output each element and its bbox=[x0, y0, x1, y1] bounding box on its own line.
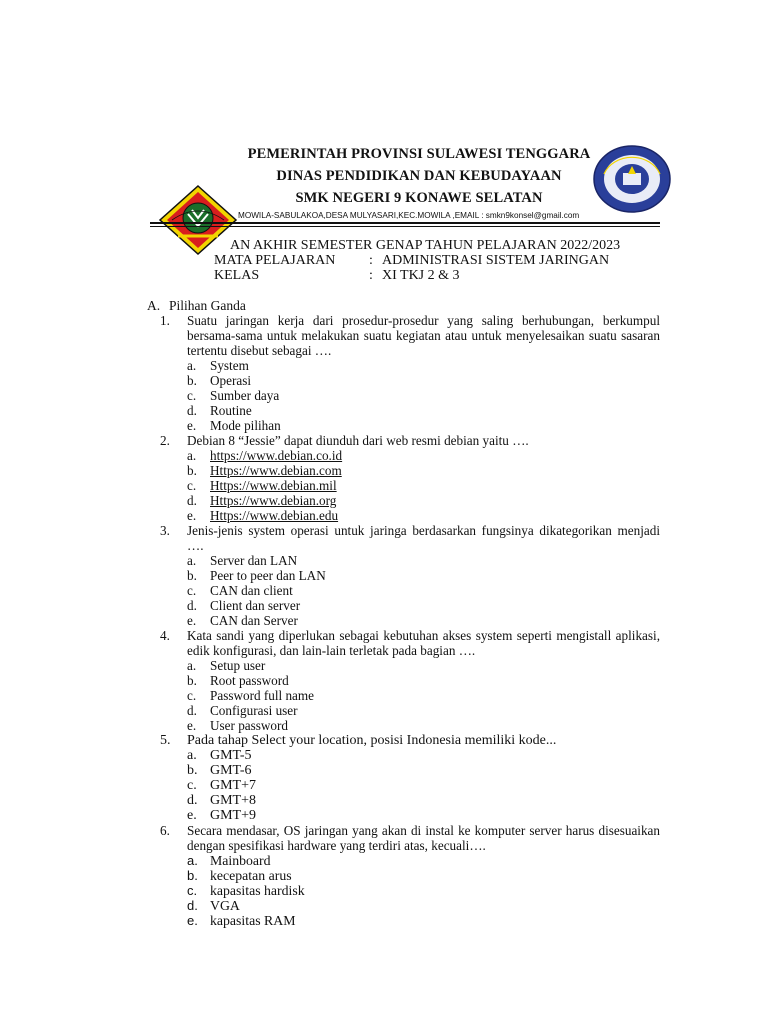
option-c bbox=[160, 778, 660, 793]
option-letter: e. bbox=[187, 913, 198, 928]
option-letter: c. bbox=[187, 583, 197, 598]
option-letter: b. bbox=[187, 373, 197, 388]
exam-title: AN AKHIR SEMESTER GENAP TAHUN PELAJARAN 2022/2023 bbox=[230, 238, 621, 253]
option-a bbox=[160, 448, 660, 463]
question-text: Kata sandi yang diperlukan sebagai kebutuhan akses system seperti mengistall aplikasi, edik konfigurasi, dan lain-lain terletak pada bagian …. bbox=[187, 628, 660, 658]
option-text: Password full name bbox=[210, 688, 315, 703]
option-letter: d. bbox=[187, 898, 198, 913]
header-government-line: PEMERINTAH PROVINSI SULAWESI TENGGARA bbox=[247, 146, 591, 162]
option-e bbox=[160, 508, 660, 523]
option-text: System bbox=[210, 358, 249, 373]
question-text: Secara mendasar, OS jaringan yang akan di instal ke komputer server harus disesuaikan dengan spesifikasi hardware yang terdiri atas, kecuali…. bbox=[187, 823, 660, 853]
option-letter: c. bbox=[187, 478, 197, 493]
question-text: Debian 8 “Jessie” dapat diunduh dari web resmi debian yaitu …. bbox=[187, 433, 529, 448]
option-letter: e. bbox=[187, 418, 197, 433]
option-d bbox=[160, 898, 660, 913]
question-number: 5. bbox=[160, 733, 171, 748]
question-3 bbox=[160, 523, 660, 628]
option-a bbox=[160, 853, 660, 868]
question-1 bbox=[160, 313, 660, 433]
option-e bbox=[160, 613, 660, 628]
option-e bbox=[160, 418, 660, 433]
option-letter: b. bbox=[187, 868, 198, 883]
question-number: 1. bbox=[160, 313, 170, 328]
question-number: 6. bbox=[160, 823, 170, 838]
option-letter: e. bbox=[187, 613, 197, 628]
option-text: User password bbox=[210, 718, 289, 733]
option-letter: b. bbox=[187, 568, 197, 583]
option-list bbox=[160, 448, 660, 523]
subject-value: ADMINISTRASI SISTEM JARINGAN bbox=[382, 253, 610, 268]
header-school-name: SMK NEGERI 9 KONAWE SELATAN bbox=[295, 190, 543, 206]
option-text: Routine bbox=[210, 403, 252, 418]
section-heading bbox=[147, 298, 246, 314]
question-text: Suatu jaringan kerja dari prosedur-prosedur yang saling berhubungan, berkumpul bersama-sama untuk melakukan suatu kegiatan atau untuk menyelesaikan suatu sasaran tertentu disebut sebagai …. bbox=[187, 313, 660, 358]
question-4 bbox=[160, 628, 660, 733]
option-letter: a. bbox=[187, 448, 197, 463]
option-b bbox=[160, 463, 660, 478]
option-letter: c. bbox=[187, 688, 197, 703]
option-text: Setup user bbox=[210, 658, 266, 673]
option-text: Server dan LAN bbox=[210, 553, 298, 568]
section-letter: A. bbox=[147, 298, 161, 313]
option-a bbox=[160, 748, 660, 763]
option-letter: b. bbox=[187, 673, 197, 688]
option-text: GMT-6 bbox=[210, 763, 252, 778]
option-letter: b. bbox=[187, 463, 197, 478]
option-e bbox=[160, 913, 660, 928]
option-c bbox=[160, 478, 660, 493]
option-list bbox=[160, 748, 660, 823]
option-letter: c. bbox=[187, 388, 197, 403]
option-letter: d. bbox=[187, 493, 197, 508]
option-text: Mainboard bbox=[210, 853, 271, 868]
option-link[interactable]: https://www.debian.co.id bbox=[210, 448, 343, 463]
question-5 bbox=[160, 733, 660, 823]
question-number: 3. bbox=[160, 523, 170, 538]
option-letter: a. bbox=[187, 748, 197, 763]
option-d bbox=[160, 403, 660, 418]
option-e bbox=[160, 808, 660, 823]
option-letter: e. bbox=[187, 718, 197, 733]
option-letter: d. bbox=[187, 793, 198, 808]
option-letter: d. bbox=[187, 403, 197, 418]
option-link[interactable]: Https://www.debian.edu bbox=[210, 508, 339, 523]
option-c bbox=[160, 688, 660, 703]
option-letter: a. bbox=[187, 658, 197, 673]
class-colon: : bbox=[369, 268, 373, 283]
option-e bbox=[160, 718, 660, 733]
option-a bbox=[160, 358, 660, 373]
option-c bbox=[160, 583, 660, 598]
option-text: GMT-5 bbox=[210, 748, 252, 763]
option-b bbox=[160, 763, 660, 778]
question-6 bbox=[160, 823, 660, 928]
section-title: Pilihan Ganda bbox=[169, 298, 246, 313]
option-text: CAN dan client bbox=[210, 583, 293, 598]
class-value: XI TKJ 2 & 3 bbox=[382, 268, 460, 283]
option-text: kapasitas RAM bbox=[210, 913, 296, 928]
option-text: CAN dan Server bbox=[210, 613, 298, 628]
option-c bbox=[160, 883, 660, 898]
option-text: GMT+7 bbox=[210, 778, 257, 793]
option-b bbox=[160, 868, 660, 883]
option-list bbox=[160, 658, 660, 733]
option-list bbox=[160, 853, 660, 928]
header-department-line: DINAS PENDIDIKAN DAN KEBUDAYAAN bbox=[276, 168, 562, 184]
option-letter: e. bbox=[187, 808, 197, 823]
option-letter: c. bbox=[187, 778, 197, 793]
option-letter: e. bbox=[187, 508, 197, 523]
subject-colon: : bbox=[369, 253, 373, 268]
option-a bbox=[160, 658, 660, 673]
question-number: 2. bbox=[160, 433, 170, 448]
option-list bbox=[160, 553, 660, 628]
option-text: Operasi bbox=[210, 373, 252, 388]
option-b bbox=[160, 673, 660, 688]
option-text: kapasitas hardisk bbox=[210, 883, 305, 898]
header-divider-thin bbox=[150, 226, 660, 227]
option-text: VGA bbox=[210, 898, 240, 913]
subject-label: MATA PELAJARAN bbox=[214, 253, 336, 268]
option-b bbox=[160, 373, 660, 388]
question-text: Pada tahap Select your location, posisi Indonesia memiliki kode... bbox=[187, 733, 557, 748]
question-number: 4. bbox=[160, 628, 170, 643]
option-list bbox=[160, 358, 660, 433]
option-d bbox=[160, 793, 660, 808]
header-divider bbox=[150, 222, 660, 224]
option-text: Peer to peer dan LAN bbox=[210, 568, 326, 583]
option-text: Mode pilihan bbox=[210, 418, 281, 433]
option-letter: a. bbox=[187, 358, 197, 373]
option-text: GMT+8 bbox=[210, 793, 257, 808]
option-text: Client dan server bbox=[210, 598, 301, 613]
option-letter: c. bbox=[187, 883, 198, 898]
option-link[interactable]: Https://www.debian.mil bbox=[210, 478, 337, 493]
option-d bbox=[160, 493, 660, 508]
question-list bbox=[160, 313, 660, 928]
option-d bbox=[160, 703, 660, 718]
option-text: kecepatan arus bbox=[210, 868, 292, 883]
question-text: Jenis-jenis system operasi untuk jaringa berdasarkan fungsinya dikategorikan menjadi …. bbox=[187, 523, 660, 553]
class-label: KELAS bbox=[214, 268, 260, 283]
option-letter: d. bbox=[187, 598, 197, 613]
option-letter: a. bbox=[187, 853, 198, 868]
option-text: GMT+9 bbox=[210, 808, 257, 823]
option-a bbox=[160, 553, 660, 568]
option-d bbox=[160, 598, 660, 613]
option-b bbox=[160, 568, 660, 583]
option-text: Sumber daya bbox=[210, 388, 280, 403]
option-text: Root password bbox=[210, 673, 289, 688]
option-text: Configurasi user bbox=[210, 703, 298, 718]
question-2 bbox=[160, 433, 660, 523]
option-letter: a. bbox=[187, 553, 197, 568]
header-address: MOWILA-SABULAKOA,DESA MULYASARI,KEC.MOWILA ,EMAIL : smkn9konsel@gmail.com bbox=[238, 211, 580, 220]
option-c bbox=[160, 388, 660, 403]
option-letter: d. bbox=[187, 703, 197, 718]
option-link[interactable]: Https://www.debian.org bbox=[210, 493, 337, 508]
option-link[interactable]: Https://www.debian.com bbox=[210, 463, 342, 478]
option-letter: b. bbox=[187, 763, 198, 778]
